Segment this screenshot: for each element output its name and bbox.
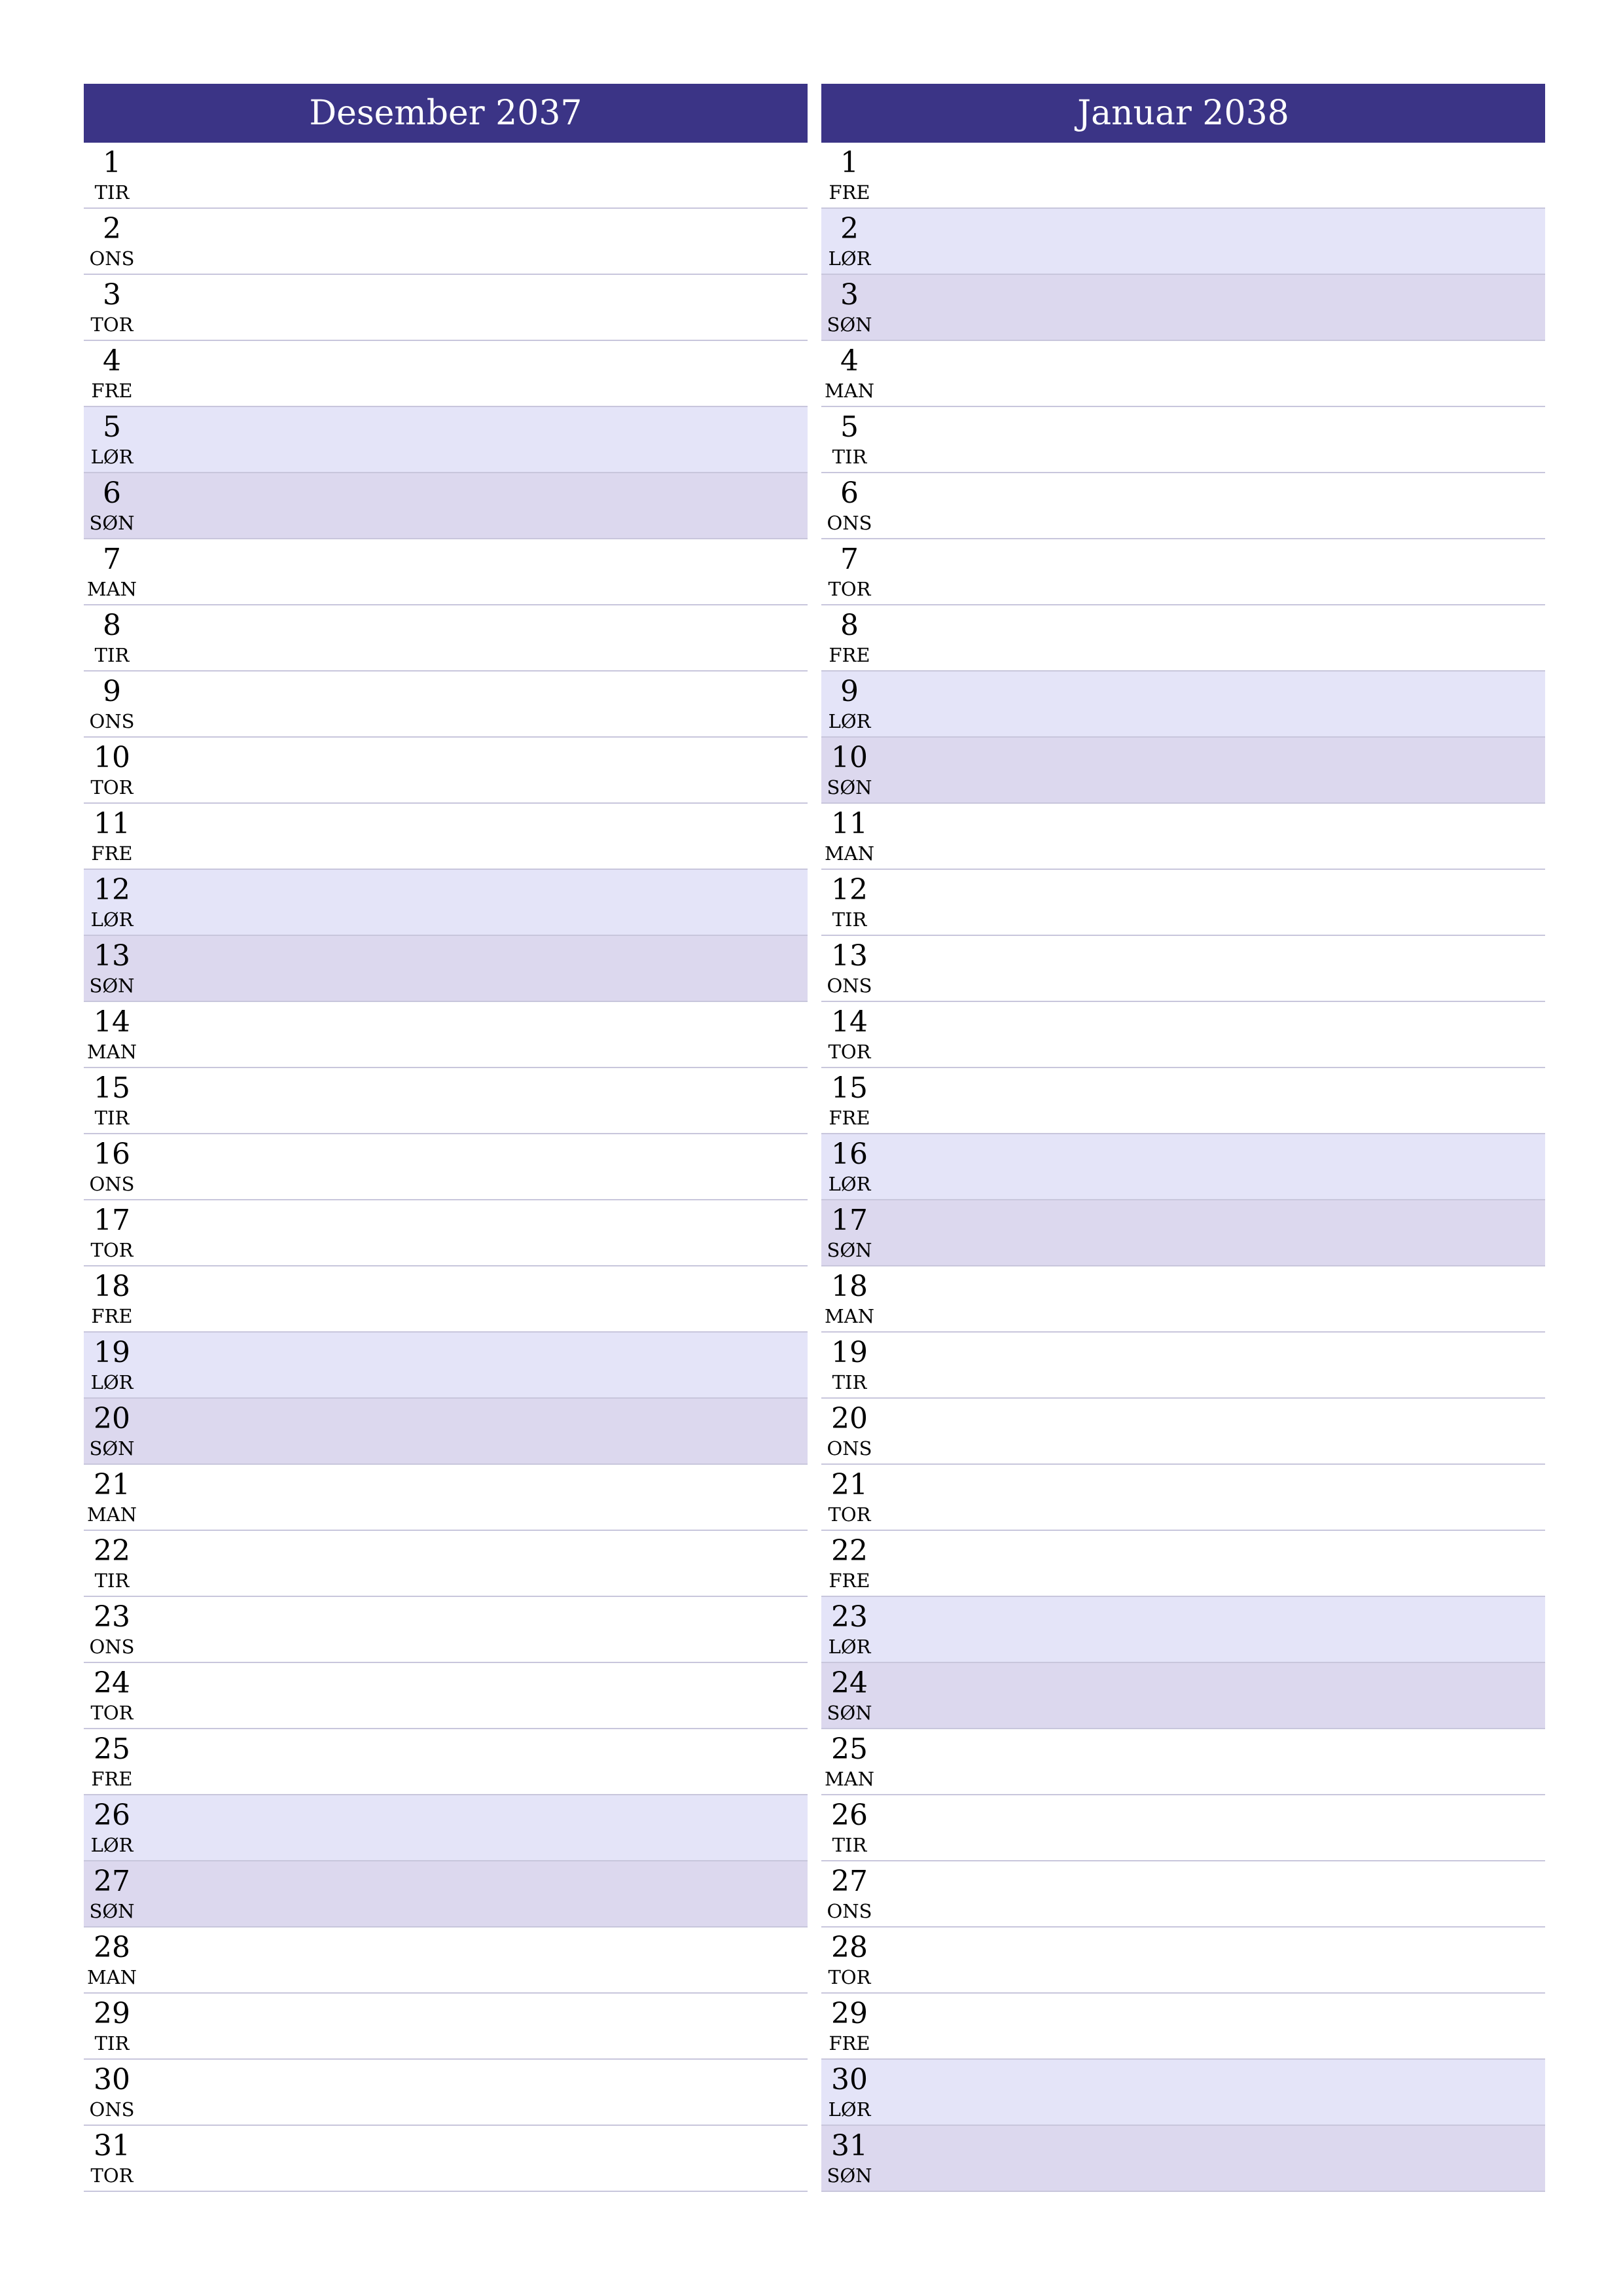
day-row — [84, 407, 808, 473]
day-row — [821, 2126, 1545, 2192]
weekday-label: SØN — [89, 1437, 135, 1460]
day-number: 14 — [94, 1005, 130, 1039]
day-number: 16 — [94, 1138, 130, 1171]
weekday-label: TOR — [90, 1702, 134, 1724]
day-row — [821, 672, 1545, 738]
day-row — [821, 407, 1545, 473]
weekday-label: TOR — [828, 1041, 871, 1063]
weekday-label: FRE — [829, 1570, 870, 1592]
day-number: 15 — [94, 1071, 130, 1105]
day-row — [84, 1663, 808, 1729]
weekday-label: LØR — [90, 1371, 134, 1393]
day-number: 1 — [103, 146, 121, 179]
day-number: 29 — [94, 1997, 130, 2030]
weekday-label: TOR — [90, 1239, 134, 1261]
day-number: 10 — [831, 741, 868, 774]
weekday-label: TIR — [94, 181, 130, 204]
day-number: 17 — [94, 1204, 130, 1237]
day-row — [821, 473, 1545, 539]
day-number: 12 — [831, 873, 868, 906]
day-row — [821, 275, 1545, 341]
weekday-label: TOR — [90, 776, 134, 798]
weekday-label: TOR — [90, 2164, 134, 2187]
day-row — [84, 1465, 808, 1531]
day-row — [84, 275, 808, 341]
day-number: 11 — [94, 807, 130, 840]
weekday-label: FRE — [829, 2032, 870, 2054]
day-row — [821, 1729, 1545, 1795]
weekday-label: LØR — [90, 446, 134, 468]
weekday-label: MAN — [824, 380, 874, 402]
weekday-label: TIR — [832, 446, 867, 468]
day-row — [821, 1994, 1545, 2060]
weekday-label: MAN — [824, 1305, 874, 1327]
month-column-december — [84, 84, 808, 2192]
day-number: 6 — [103, 476, 121, 510]
day-number: 25 — [831, 1732, 868, 1766]
day-row — [821, 1002, 1545, 1068]
day-row — [821, 1531, 1545, 1597]
month-column-january — [821, 84, 1545, 2192]
weekday-label: MAN — [824, 1768, 874, 1790]
weekday-label: TOR — [828, 1966, 871, 1988]
day-number: 5 — [840, 410, 859, 444]
day-number: 1 — [840, 146, 859, 179]
weekday-label: SØN — [827, 1702, 872, 1724]
day-list — [84, 143, 808, 2192]
day-row — [84, 1994, 808, 2060]
day-number: 28 — [831, 1931, 868, 1964]
weekday-label: MAN — [824, 842, 874, 865]
day-row — [84, 539, 808, 605]
day-row — [821, 1333, 1545, 1399]
weekday-label: TIR — [94, 644, 130, 666]
day-row — [84, 1795, 808, 1861]
day-number: 13 — [94, 939, 130, 973]
day-number: 4 — [840, 344, 859, 378]
day-row — [821, 1663, 1545, 1729]
weekday-label: TIR — [94, 1107, 130, 1129]
day-number: 22 — [94, 1534, 130, 1568]
weekday-label: SØN — [827, 776, 872, 798]
day-row — [84, 473, 808, 539]
day-number: 2 — [103, 212, 121, 245]
weekday-label: MAN — [86, 1966, 137, 1988]
day-row — [84, 143, 808, 209]
day-row — [821, 1465, 1545, 1531]
day-row — [821, 1266, 1545, 1333]
day-number: 3 — [840, 278, 859, 312]
day-number: 16 — [831, 1138, 868, 1171]
weekday-label: LØR — [828, 1636, 871, 1658]
day-number: 18 — [831, 1270, 868, 1303]
day-row — [821, 870, 1545, 936]
day-number: 11 — [831, 807, 868, 840]
day-row — [84, 605, 808, 672]
day-row — [84, 936, 808, 1002]
weekday-label: FRE — [91, 842, 133, 865]
day-row — [84, 209, 808, 275]
day-number: 9 — [103, 675, 121, 708]
day-number: 6 — [840, 476, 859, 510]
weekday-label: SØN — [827, 1239, 872, 1261]
weekday-label: FRE — [91, 380, 133, 402]
day-number: 21 — [94, 1468, 130, 1501]
day-row — [84, 672, 808, 738]
weekday-label: SØN — [89, 512, 135, 534]
day-number: 27 — [94, 1865, 130, 1898]
day-row — [84, 1531, 808, 1597]
day-number: 30 — [831, 2063, 868, 2096]
day-row — [84, 870, 808, 936]
day-number: 2 — [840, 212, 859, 245]
day-number: 21 — [831, 1468, 868, 1501]
day-number: 20 — [831, 1402, 868, 1435]
day-number: 5 — [103, 410, 121, 444]
day-number: 24 — [94, 1666, 130, 1700]
day-number: 12 — [94, 873, 130, 906]
day-row — [84, 1002, 808, 1068]
weekday-label: SØN — [89, 975, 135, 997]
month-header: Januar 2038 — [821, 84, 1545, 143]
day-row — [821, 1134, 1545, 1200]
day-number: 18 — [94, 1270, 130, 1303]
day-number: 19 — [94, 1336, 130, 1369]
day-row — [821, 605, 1545, 672]
day-number: 14 — [831, 1005, 868, 1039]
weekday-label: TOR — [828, 1503, 871, 1526]
day-number: 7 — [840, 543, 859, 576]
weekday-label: LØR — [90, 908, 134, 931]
weekday-label: LØR — [828, 1173, 871, 1195]
weekday-label: FRE — [829, 1107, 870, 1129]
weekday-label: LØR — [90, 1834, 134, 1856]
day-row — [821, 738, 1545, 804]
weekday-label: FRE — [91, 1305, 133, 1327]
day-number: 26 — [831, 1799, 868, 1832]
weekday-label: ONS — [827, 1437, 872, 1460]
day-number: 20 — [94, 1402, 130, 1435]
weekday-label: TOR — [828, 578, 871, 600]
weekday-label: ONS — [827, 1900, 872, 1922]
day-row — [84, 738, 808, 804]
day-number: 31 — [831, 2129, 868, 2162]
weekday-label: ONS — [827, 512, 872, 534]
day-row — [84, 2126, 808, 2192]
day-number: 24 — [831, 1666, 868, 1700]
day-row — [821, 539, 1545, 605]
day-number: 23 — [831, 1600, 868, 1634]
weekday-label: FRE — [829, 181, 870, 204]
day-row — [84, 1729, 808, 1795]
day-row — [821, 1399, 1545, 1465]
day-row — [821, 143, 1545, 209]
day-number: 8 — [840, 609, 859, 642]
weekday-label: LØR — [828, 710, 871, 732]
day-number: 28 — [94, 1931, 130, 1964]
day-number: 29 — [831, 1997, 868, 2030]
weekday-label: TIR — [832, 1371, 867, 1393]
weekday-label: ONS — [827, 975, 872, 997]
day-number: 23 — [94, 1600, 130, 1634]
day-row — [84, 341, 808, 407]
day-row — [821, 2060, 1545, 2126]
day-row — [84, 1597, 808, 1663]
weekday-label: LØR — [828, 247, 871, 270]
weekday-label: ONS — [89, 710, 135, 732]
weekday-label: SØN — [827, 2164, 872, 2187]
day-row — [84, 1861, 808, 1928]
day-row — [84, 804, 808, 870]
weekday-label: MAN — [86, 1041, 137, 1063]
weekday-label: MAN — [86, 1503, 137, 1526]
weekday-label: SØN — [89, 1900, 135, 1922]
weekday-label: FRE — [829, 644, 870, 666]
day-list — [821, 143, 1545, 2192]
day-number: 8 — [103, 609, 121, 642]
weekday-label: TOR — [90, 314, 134, 336]
day-number: 7 — [103, 543, 121, 576]
day-number: 3 — [103, 278, 121, 312]
day-row — [84, 1134, 808, 1200]
day-row — [821, 209, 1545, 275]
weekday-label: MAN — [86, 578, 137, 600]
day-number: 17 — [831, 1204, 868, 1237]
weekday-label: LØR — [828, 2098, 871, 2121]
day-number: 27 — [831, 1865, 868, 1898]
day-row — [84, 1068, 808, 1134]
day-number: 13 — [831, 939, 868, 973]
day-row — [821, 1795, 1545, 1861]
day-number: 4 — [103, 344, 121, 378]
day-number: 9 — [840, 675, 859, 708]
weekday-label: SØN — [827, 314, 872, 336]
weekday-label: TIR — [94, 1570, 130, 1592]
day-row — [821, 1928, 1545, 1994]
day-number: 15 — [831, 1071, 868, 1105]
day-row — [821, 804, 1545, 870]
day-row — [821, 1068, 1545, 1134]
day-row — [821, 936, 1545, 1002]
month-header: Desember 2037 — [84, 84, 808, 143]
day-row — [821, 1597, 1545, 1663]
day-number: 22 — [831, 1534, 868, 1568]
weekday-label: FRE — [91, 1768, 133, 1790]
day-number: 30 — [94, 2063, 130, 2096]
weekday-label: ONS — [89, 1173, 135, 1195]
day-row — [821, 1861, 1545, 1928]
day-number: 25 — [94, 1732, 130, 1766]
day-row — [821, 341, 1545, 407]
day-row — [84, 1928, 808, 1994]
day-row — [84, 2060, 808, 2126]
weekday-label: TIR — [832, 908, 867, 931]
day-row — [84, 1333, 808, 1399]
weekday-label: ONS — [89, 2098, 135, 2121]
weekday-label: TIR — [94, 2032, 130, 2054]
day-row — [84, 1200, 808, 1266]
day-row — [821, 1200, 1545, 1266]
day-row — [84, 1399, 808, 1465]
weekday-label: TIR — [832, 1834, 867, 1856]
day-number: 26 — [94, 1799, 130, 1832]
day-number: 10 — [94, 741, 130, 774]
day-row — [84, 1266, 808, 1333]
weekday-label: ONS — [89, 247, 135, 270]
day-number: 19 — [831, 1336, 868, 1369]
day-number: 31 — [94, 2129, 130, 2162]
weekday-label: ONS — [89, 1636, 135, 1658]
